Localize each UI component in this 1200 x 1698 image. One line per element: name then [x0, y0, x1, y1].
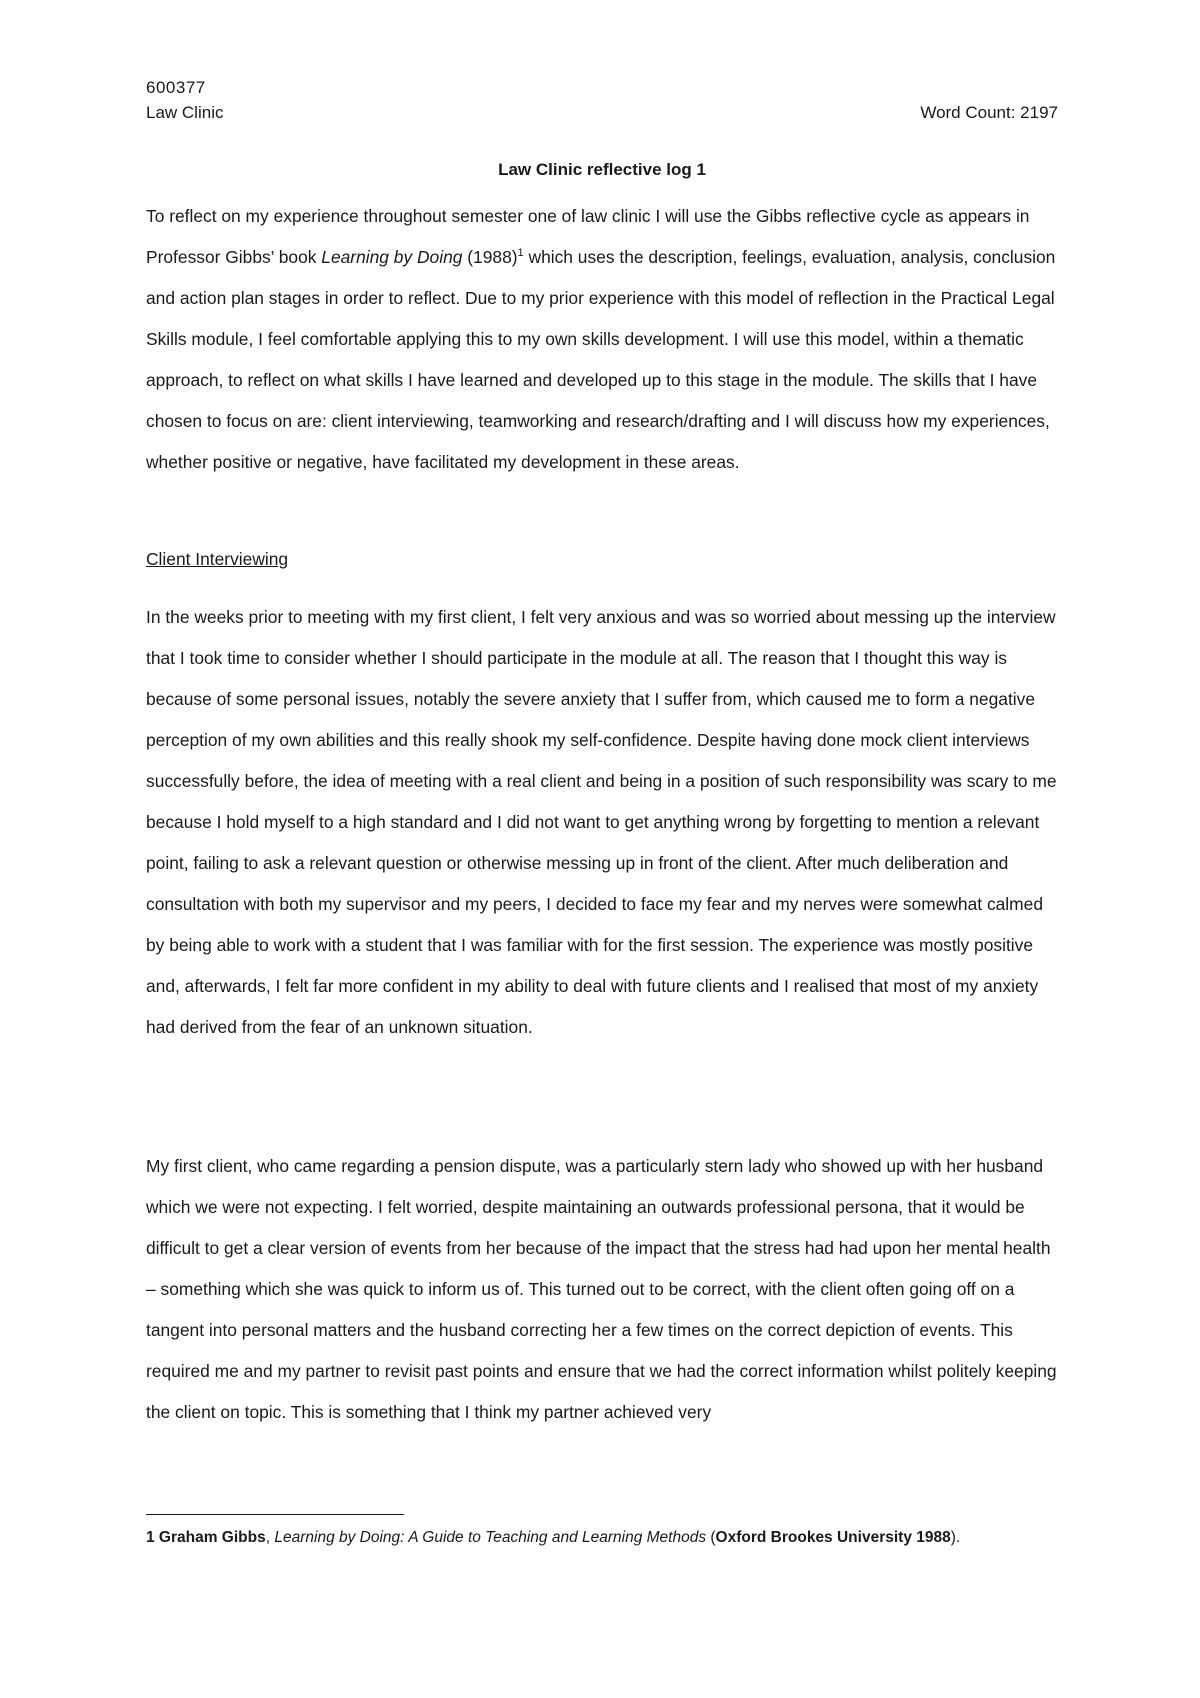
- word-count: Word Count: 2197: [920, 103, 1058, 122]
- footnote: [146, 1526, 1058, 1549]
- footnote-sep: ,: [265, 1529, 275, 1546]
- document-title: Law Clinic reflective log 1: [498, 160, 706, 179]
- intro-paragraph: [146, 196, 1058, 483]
- body-paragraph: In the weeks prior to meeting with my first client, I felt very anxious and was so worried about messing up the interview that I took time to consider whether I should participate in the module at all. The reason that I thought this way is because of some personal issues, notably the severe anxiety that I suffer from, which caused me to form a negative perception of my own abilities and this really shook my self-confidence. Despite having done mock client interviews successfully before, the idea of meeting with a real client and being in a position of such responsibility was scary to me because I hold myself to a high standard and I did not want to get anything wrong by forgetting to mention a relevant point, failing to ask a relevant question or otherwise messing up in front of the client. After much deliberation and consultation with both my supervisor and my peers, I decided to face my fear and my nerves were somewhat calmed by being able to work with a student that I was familiar with for the first session. The experience was mostly positive and, afterwards, I felt far more confident in my ability to deal with future clients and I realised that most of my anxiety had derived from the fear of an unknown situation.: [146, 607, 1057, 1037]
- intro-text-3: which uses the description, feelings, evaluation, analysis, conclusion and action plan stages in order to reflect. Due to my prior experience with this model of reflection in the Practical Legal Skills module, I feel comfortable applying this to my own skills development. I will use this model, within a thematic approach, to reflect on what skills I have learned and developed up to this stage in the module. The skills that I have chosen to focus on are: client interviewing, teamworking and research/drafting and I will discuss how my experiences, whether positive or negative, have facilitated my development in these areas.: [146, 247, 1056, 472]
- footnote-open: (: [706, 1529, 716, 1546]
- module-name: Law Clinic: [146, 103, 224, 122]
- footnote-separator: [146, 1514, 404, 1515]
- section-heading: Client Interviewing: [146, 549, 289, 569]
- student-id: 600377: [146, 78, 206, 97]
- footnote-author: 1 Graham Gibbs: [146, 1529, 266, 1546]
- footnote-close: ).: [950, 1529, 961, 1546]
- footnote-publisher: Oxford Brookes University 1988: [715, 1529, 951, 1546]
- body-paragraph: My first client, who came regarding a pension dispute, was a particularly stern lady who showed up with her husband which we were not expecting. I felt worried, despite maintaining an outwards professional persona, that it would be difficult to get a clear version of events from her because of the impact that the stress had had upon her mental health – something which she was quick to inform us of. This turned out to be correct, with the client often going off on a tangent into personal matters and the husband correcting her a few times on the correct depiction of events. This required me and my partner to revisit past points and ensure that we had the correct information whilst politely keeping the client on topic. This is something that I think my partner achieved very: [146, 1156, 1057, 1422]
- book-title: Learning by Doing: [321, 247, 463, 267]
- footnote-reference[interactable]: 1: [517, 247, 524, 260]
- intro-text-1: To reflect on my experience throughout semester one of law clinic I will use the Gibbs reflective cycle as appears in Professor Gibbs’ book: [146, 206, 1030, 267]
- intro-text-2: (1988): [462, 247, 518, 267]
- footnote-title: Learning by Doing: A Guide to Teaching and Learning Methods: [274, 1529, 707, 1546]
